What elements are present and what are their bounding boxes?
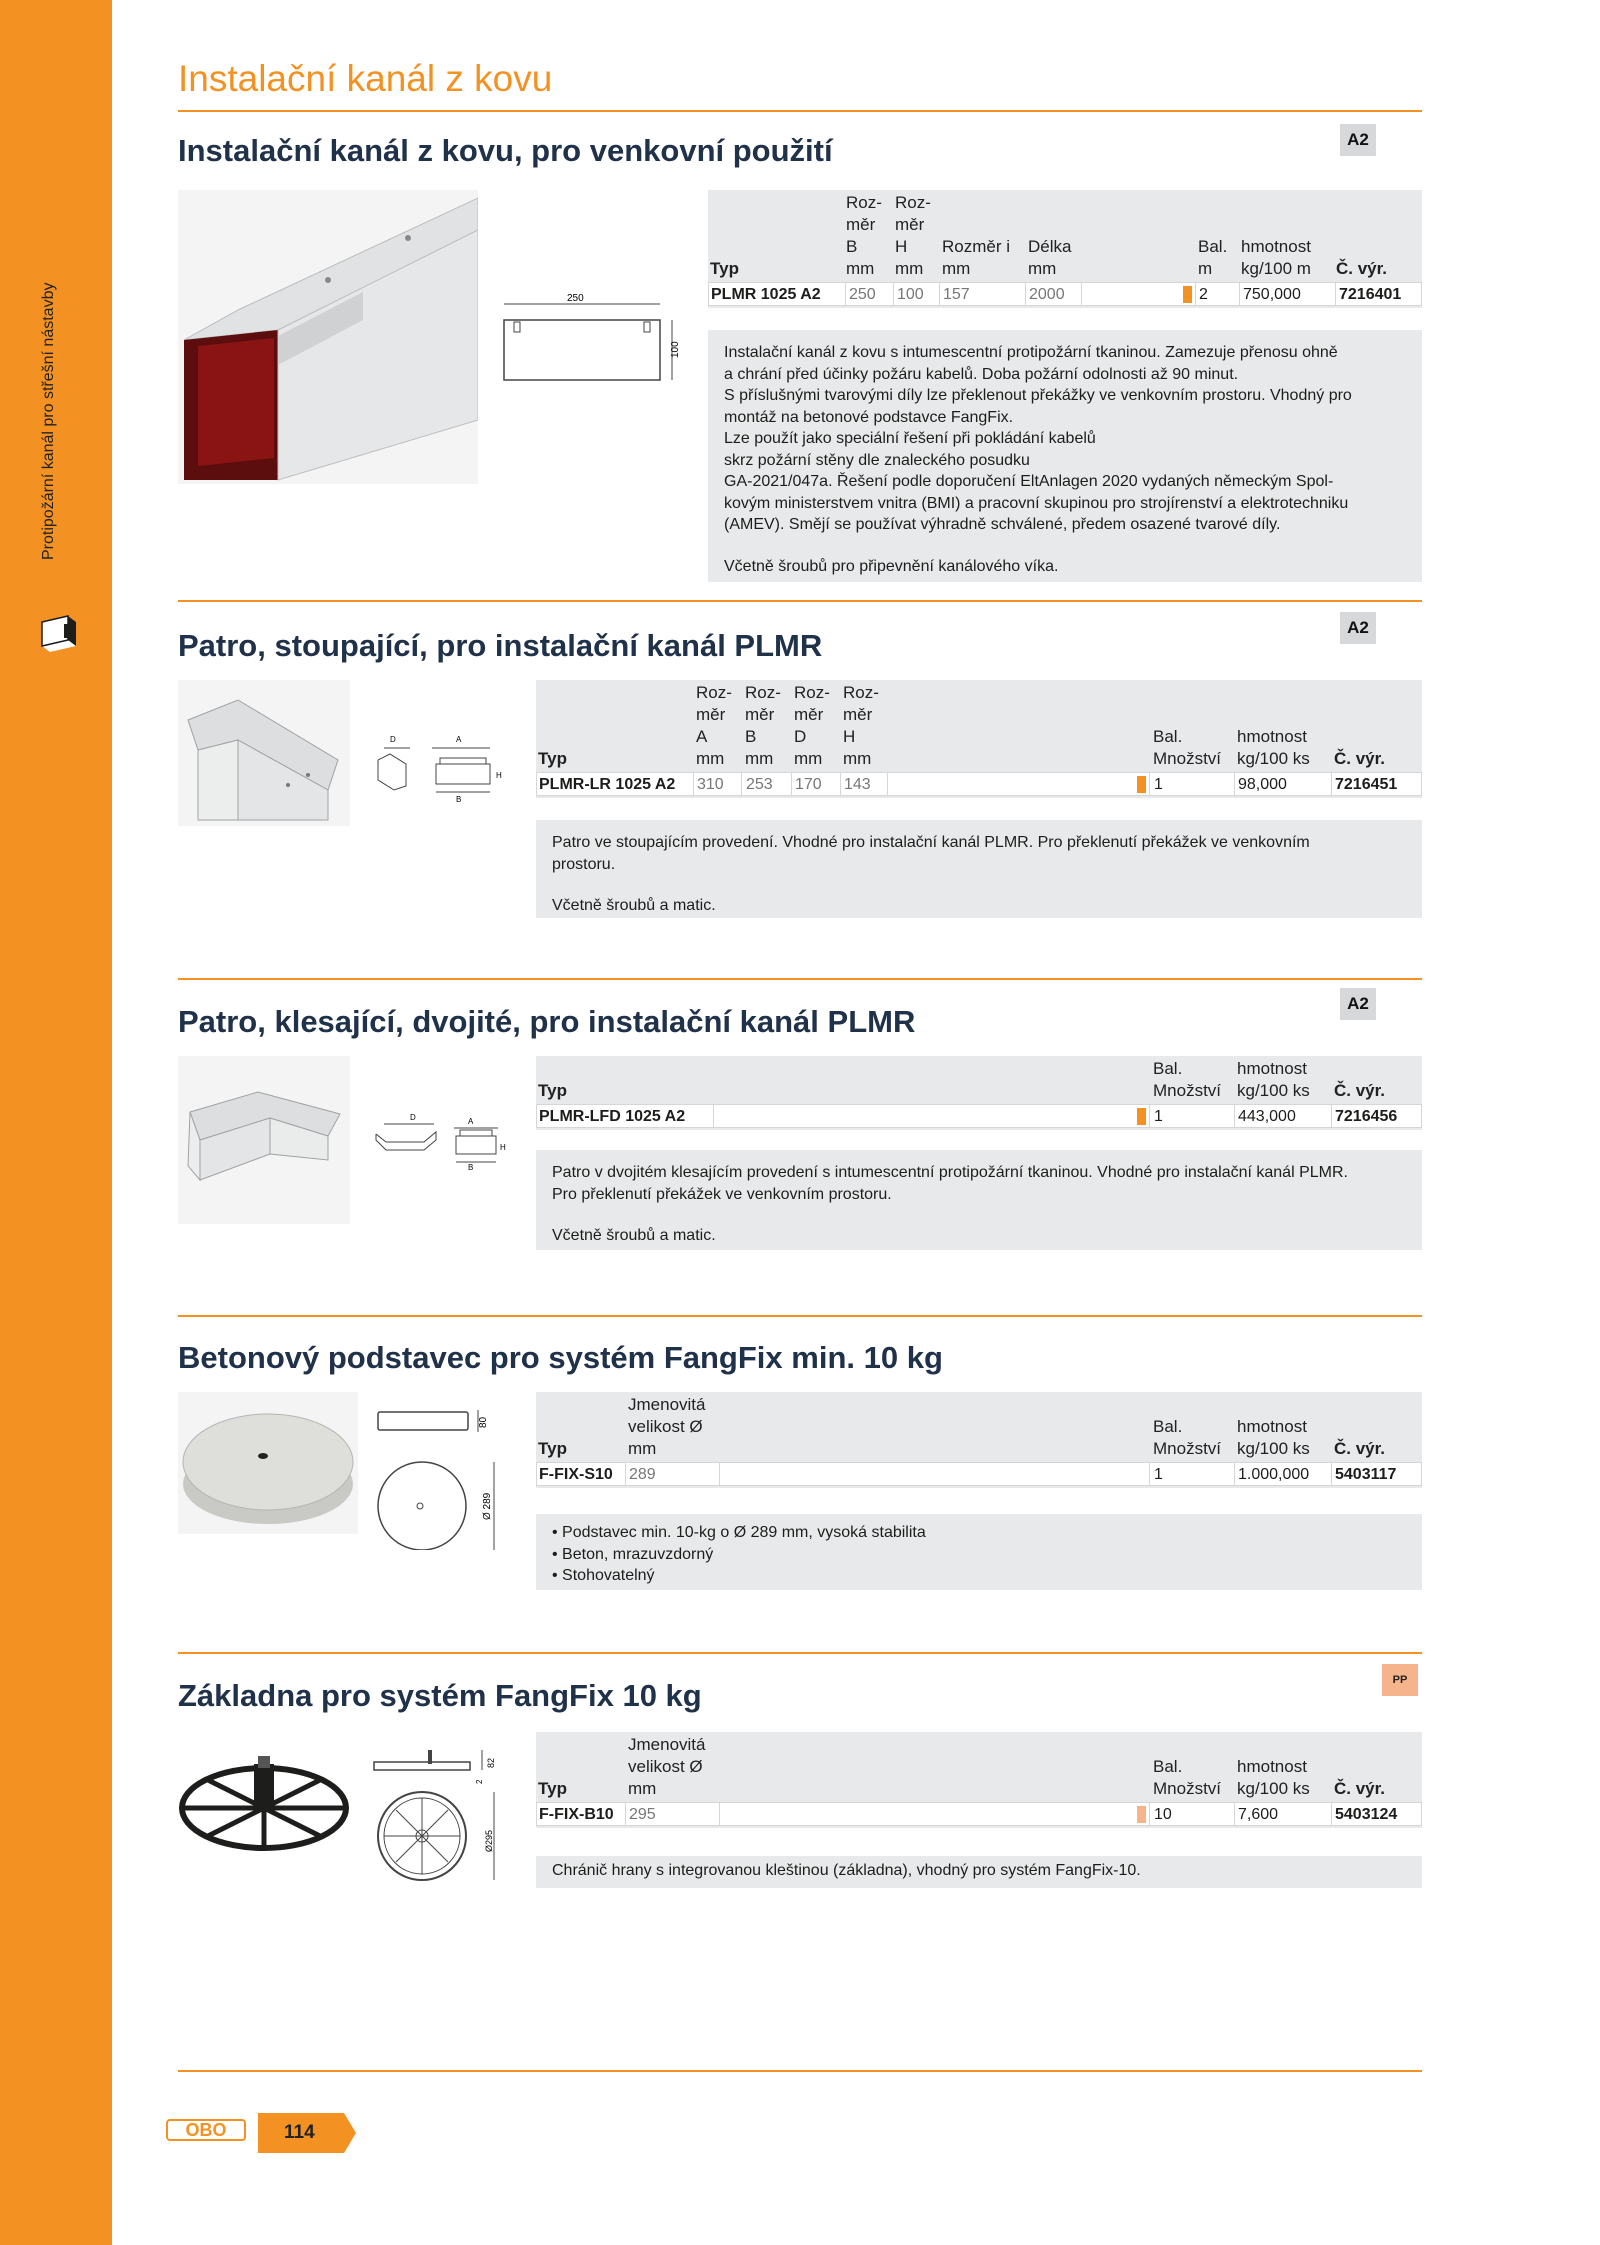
product-description: Patro ve stoupajícím provedení. Vhodné pro instalační kanál PLMR. Pro překlenutí překážek ve venkovním prostoru. Včetně šroubů a matic. xyxy=(536,820,1422,918)
column-header: Roz- měr H mm xyxy=(895,193,931,278)
material-badge: PP xyxy=(1382,1664,1418,1696)
small-dimension-label: 2 xyxy=(475,1779,484,1784)
page-title: Instalační kanál z kovu xyxy=(178,58,553,99)
availability-marker xyxy=(1183,286,1192,303)
dimension-drawing xyxy=(370,1110,510,1174)
availability-marker xyxy=(1137,1108,1146,1125)
diameter-dimension-label: Ø 289 xyxy=(482,1492,493,1520)
column-header: Typ xyxy=(710,259,739,278)
product-photo-concrete-base xyxy=(178,1392,358,1534)
height-dimension-label: 82 xyxy=(486,1757,496,1768)
product-description: Chránič hrany s integrovanou kleštinou (základna), vhodný pro systém FangFix-10. xyxy=(536,1856,1422,1888)
column-header: Bal. m xyxy=(1198,237,1228,278)
obo-logo xyxy=(166,2116,246,2144)
sidebar-text: Protipožární kanál pro střešní nástavby xyxy=(40,282,57,560)
diameter-dimension-label: Ø295 xyxy=(484,1829,494,1852)
svg-text:D: D xyxy=(410,1113,416,1122)
material-badge: A2 xyxy=(1340,988,1376,1020)
product-table: Typ Jmenovitá velikost Ø mm Bal. Množství hmotnost kg/100 ks Č. výr. F-FIX-B10 295 10 7,600 5403124 xyxy=(536,1732,1422,1828)
dimension-drawing xyxy=(370,730,510,806)
material-badge: A2 xyxy=(1340,124,1376,156)
divider xyxy=(178,110,1422,112)
description-note: Včetně šroubů pro připevnění kanálového víka. xyxy=(724,557,1059,575)
material-badge: A2 xyxy=(1340,612,1376,644)
svg-text:OBO: OBO xyxy=(185,2120,227,2140)
width-dimension-label: 250 xyxy=(567,293,584,304)
section-title: Instalační kanál z kovu, pro venkovní použití xyxy=(178,133,833,168)
table-row: PLMR-LR 1025 A2 310 253 170 143 1 98,000 7216451 xyxy=(536,772,1422,796)
product-table: Typ Jmenovitá velikost Ø mm Bal. Množství hmotnost kg/100 ks Č. výr. F-FIX-S10 289 1 1.000,000 5403117 xyxy=(536,1392,1422,1488)
svg-text:D: D xyxy=(390,735,396,744)
svg-text:B: B xyxy=(468,1163,474,1172)
column-header: Rozměr i mm xyxy=(942,237,1011,278)
height-dimension-label: 100 xyxy=(670,341,681,358)
dimension-drawing xyxy=(370,1744,506,1888)
product-table: Typ Bal. Množství hmotnost kg/100 ks Č. výr. PLMR-LFD 1025 A2 1 443,000 7216456 xyxy=(536,1056,1422,1130)
svg-text:B: B xyxy=(456,795,462,804)
divider xyxy=(178,1652,1422,1654)
description-note: Včetně šroubů a matic. xyxy=(552,897,716,914)
svg-text:A: A xyxy=(468,1117,474,1126)
page-number-tab xyxy=(258,2113,356,2153)
section-title: Patro, stoupající, pro instalační kanál PLMR xyxy=(178,628,823,663)
table-row: PLMR-LFD 1025 A2 1 443,000 7216456 xyxy=(536,1104,1422,1128)
sidebar xyxy=(0,0,112,2245)
divider xyxy=(178,2070,1422,2072)
column-header: Roz- měr B mm xyxy=(846,193,882,278)
svg-text:H: H xyxy=(496,771,502,780)
column-header: Délka mm xyxy=(1028,237,1072,278)
product-photo-base-frame xyxy=(178,1744,350,1856)
product-description: Patro v dvojitém klesajícím provedení s intumescentní protipožární tkaninou. Vhodné pro instalační kanál PLMR. Pro překlenutí překážek ve venkovním prostoru. Včetně šroubů a matic. xyxy=(536,1150,1422,1250)
product-photo-double-drop xyxy=(178,1056,350,1224)
divider xyxy=(178,978,1422,980)
product-description: Instalační kanál z kovu s intumescentní protipožární tkaninou. Zamezuje přenosu ohně a chrání před účinky požáru kabelů. Doba požární odolnosti až 90 minut. S příslušnými tvarovými díly lze překlenout překážky ve venkovním prostoru. Vhodný pro montáž na betonové podstavce FangFix. Lze použít jako speciální řešení při pokládání kabelů skrz požární stěny dle znaleckého posudku GA-2021/047a. Řešení podle doporučení EltAnlagen 2020 vydaných německým Spol- kovým ministerstvem vnitra (BMI) a pracovní skupinou pro strojírenství a elektrotechniku (AMEV). Smějí se používat výhradně schválené, předem osazené tvarové díly. Včetně šroubů pro připevnění kanálového víka. xyxy=(708,330,1422,582)
dimension-drawing xyxy=(492,292,682,392)
divider xyxy=(178,1315,1422,1317)
product-photo-channel xyxy=(178,190,478,484)
product-photo-riser xyxy=(178,680,350,826)
height-dimension-label: 80 xyxy=(478,1416,489,1428)
product-description: • Podstavec min. 10-kg o Ø 289 mm, vysoká stabilita • Beton, mrazuvzdorný • Stohovatelný xyxy=(536,1514,1422,1590)
availability-marker xyxy=(1137,776,1146,793)
section-title: Betonový podstavec pro systém FangFix min. 10 kg xyxy=(178,1340,943,1375)
divider xyxy=(178,600,1422,602)
column-header: Č. výr. xyxy=(1336,259,1388,278)
column-header: hmotnost kg/100 m xyxy=(1241,237,1311,278)
description-note: Včetně šroubů a matic. xyxy=(552,1227,716,1244)
section-title: Základna pro systém FangFix 10 kg xyxy=(178,1678,702,1713)
availability-marker xyxy=(1137,1806,1146,1823)
product-table: Typ Roz- měr A mm Roz- měr B mm Roz- měr D mm Roz- měr H mm Bal. Množství hmotnost kg/100 ks Č. výr. PLMR-LR 1025 A2 310 253 170 143 1 98,000 7216451 xyxy=(536,680,1422,798)
table-row: PLMR 1025 A2 250 100 157 2000 2 750,000 7216401 xyxy=(708,282,1422,306)
product-table xyxy=(708,190,1422,308)
dimension-drawing xyxy=(370,1400,506,1550)
svg-text:H: H xyxy=(500,1143,506,1152)
table-row: F-FIX-B10 295 10 7,600 5403124 xyxy=(536,1802,1422,1826)
svg-text:A: A xyxy=(456,735,462,744)
table-row: F-FIX-S10 289 1 1.000,000 5403117 xyxy=(536,1462,1422,1486)
section-title: Patro, klesající, dvojité, pro instalační kanál PLMR xyxy=(178,1004,916,1039)
page-number: 114 xyxy=(284,2122,315,2143)
cable-channel-icon xyxy=(38,612,80,654)
